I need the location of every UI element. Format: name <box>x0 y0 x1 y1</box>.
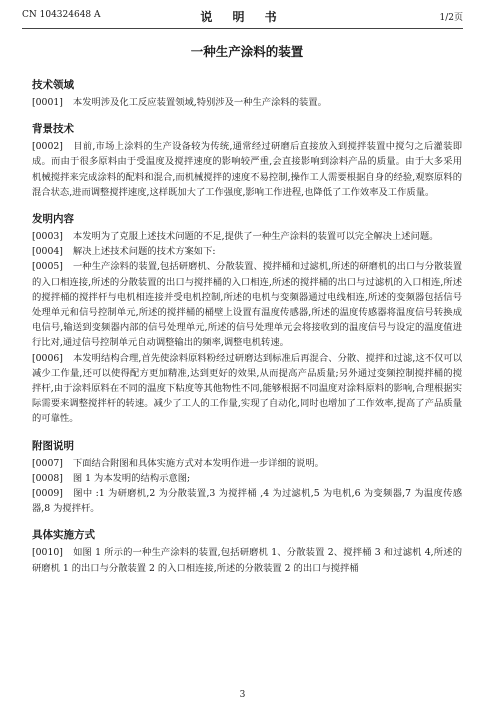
page-header <box>22 8 463 24</box>
paragraph-number: [0002] <box>32 141 63 153</box>
paragraph-text: 本发明结构合理,首先使涂料原料粉经过研磨达到标准后再混合、分散、搅拌和过滤,这不仅可以减少工作量,还可以使得配方更加精准,达到更好的效果,从而提高产品质量;另外通过变频控制搅拌桶的搅拌杆,由于涂料原料在不同的温度下粘度等其他物性不同,能够根据不同温度对涂料原料的影响,合理根据实际需要来调整搅拌杆的转速。减少了工人的工作量,实现了自动化,同时也增加了工作效率,提高了产品质量的可靠性。 <box>32 352 462 425</box>
section-heading-tech-field: 技术领域 <box>32 79 74 91</box>
paragraph-text: 图 1 为本发明的结构示意图; <box>72 472 191 484</box>
document-body <box>32 42 462 576</box>
paragraph-text: 图中 :1 为研磨机,2 为分散装置,3 为搅拌桶 ,4 为过滤机,5 为电机,6 为变频器,7 为温度传感器,8 为搅拌杆。 <box>32 488 462 515</box>
section-heading-summary: 发明内容 <box>32 213 74 226</box>
paragraph-text: 下面结合附图和具体实施方式对本发明作进一步详细的说明。 <box>72 457 324 469</box>
paragraph-text: 本发明涉及化工反应装置领域,特别涉及一种生产涂料的装置。 <box>72 97 327 108</box>
paragraph-number: [0009] <box>32 488 63 500</box>
paragraph <box>32 139 462 200</box>
paragraph-number: [0007] <box>32 457 63 469</box>
paragraph-text: 一种生产涂料的装置,包括研磨机、分散装置、搅拌桶和过滤机,所述的研磨机的出口与分散装置的入口相连接,所述的分散装置的出口与搅拌桶的入口相连,所述的搅拌桶的出口与过滤机的入口相连,所述的搅拌桶的搅拌杆与电机相连接并受电机控制,所述的电机与变频器通过电线相连,所述的变频器包括信号处理单元和信号控制单元,所述的搅拌桶的桶壁上设置有温度传感器,所述的温度传感器将温度信号转换成电信号,输送到变频器内部的信号处理单元,所述的信号处理单元会将接收到的温度信号与设定的温度值进行比对,通过信号控制单元自动调整输出的频率,调整电机转速。 <box>32 261 462 349</box>
paragraph <box>32 545 462 575</box>
section-heading-embodiment: 具体实施方式 <box>32 529 95 542</box>
paragraph-text: 目前,市场上涂料的生产设备较为传统,通常经过研磨后直接放入到搅拌装置中搅匀之后灌装即成。而由于很多原料由于受温度及搅拌速度的影响较严重,会直接影响到涂料产品的质量。由于大多采用机械搅拌来完成涂料的配料和混合,而机械搅拌的速度不易控制,操作工人需要根据自身的经验,观察原料的混合状态,进而调整搅拌速度,这样既加大了工作强度,影响工作进程,也降低了工作效率及工作质量。 <box>32 141 462 198</box>
paragraph-number: [0003] <box>32 231 63 243</box>
paragraph-text: 解决上述技术问题的技术方案如下: <box>72 246 216 258</box>
section-heading-drawings: 附图说明 <box>32 439 74 452</box>
paragraph <box>32 486 462 516</box>
paragraph-number: [0005] <box>32 261 63 273</box>
publication-number: CN 104324648 A <box>22 10 101 20</box>
paragraph-number: [0008] <box>32 472 63 484</box>
paragraph <box>32 95 462 110</box>
invention-title: 一种生产涂料的装置 <box>190 44 304 59</box>
paragraph-text: 如图 1 所示的一种生产涂料的装置,包括研磨机 1、分散装置 2、搅拌桶 3 和过滤机 4,所述的研磨机 1 的出口与分散装置 2 的入口相连接,所述的分散装置 2 的出口与搅拌桶 <box>32 547 462 574</box>
paragraph-number: [0010] <box>32 547 63 559</box>
paragraph-number: [0001] <box>32 97 63 108</box>
paragraph <box>32 259 462 350</box>
paragraph-number: [0004] <box>32 246 63 258</box>
paragraph <box>32 244 462 259</box>
paragraph <box>32 351 462 427</box>
paragraph <box>32 229 462 244</box>
paragraph-number: [0006] <box>32 352 63 364</box>
page-number: 3 <box>239 690 246 700</box>
paragraph-text: 本发明为了克服上述技术问题的不足,提供了一种生产涂料的装置可以完全解决上述问题。 <box>72 231 439 243</box>
header-rule <box>22 28 463 29</box>
section-heading-background: 背景技术 <box>32 123 74 136</box>
document-type-title: 说 明 书 <box>200 10 285 24</box>
paragraph <box>32 471 462 486</box>
paragraph <box>32 456 462 471</box>
page-fraction: 1/2页 <box>439 13 463 23</box>
